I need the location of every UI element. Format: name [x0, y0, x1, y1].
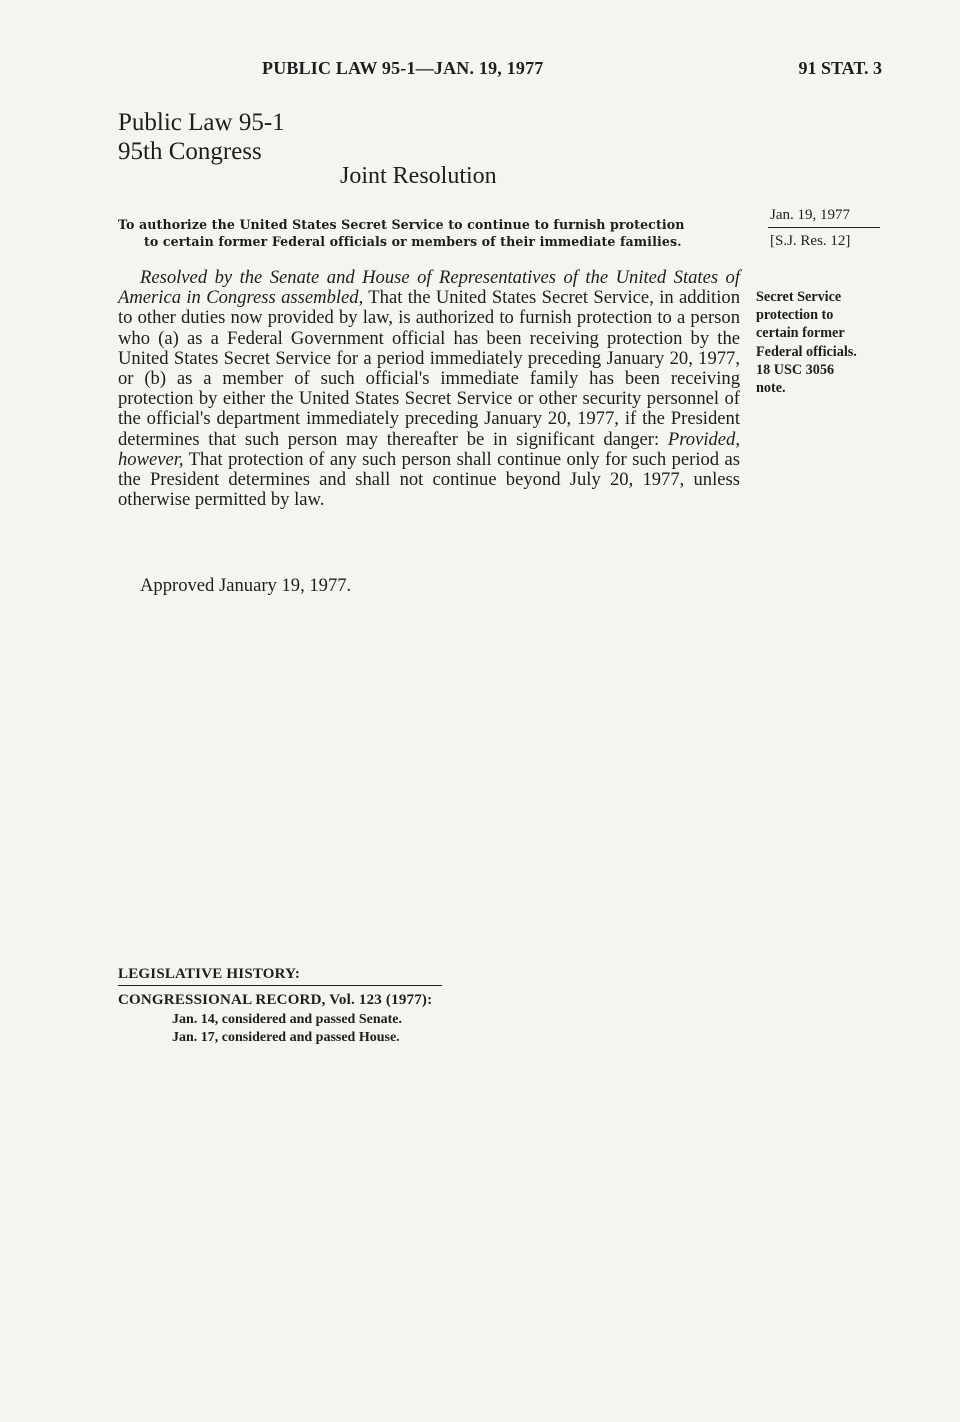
margin-note [756, 288, 896, 397]
document-type: Joint Resolution [340, 163, 497, 189]
congress-number: 95th Congress [118, 138, 262, 165]
congressional-record: CONGRESSIONAL RECORD, Vol. 123 (1977): [118, 992, 433, 1008]
margin-note-line: protection to [756, 307, 834, 324]
margin-note-line: certain former [756, 325, 845, 342]
stat-citation: 91 STAT. 3 [798, 58, 882, 78]
body-text-part-2: That protection of any such person shall continue only for such period as the President determines and shall not continue beyond July 20, 1977, unless otherwise permitted by law. [118, 448, 740, 511]
law-title-block [118, 108, 285, 166]
margin-note-line: Secret Service [756, 289, 842, 305]
legislative-actions [118, 1011, 442, 1047]
approval-line: Approved January 19, 1977. [140, 575, 352, 596]
margin-note-line: note. [756, 380, 786, 397]
margin-date-block [768, 207, 880, 250]
legislative-history-heading: LEGISLATIVE HISTORY: [118, 966, 442, 986]
purpose-statement [118, 216, 743, 250]
law-number: Public Law 95-1 [118, 109, 285, 136]
legislative-history [118, 966, 442, 1047]
running-header [0, 58, 960, 82]
resolution-number: [S.J. Res. 12] [770, 233, 851, 249]
enactment-date: Jan. 19, 1977 [768, 207, 880, 228]
body-text-part-1: , That the United States Secret Service, in addition to other duties now provided by law, is authorized to furnish protection to a person who (a) as a Federal Government official has been receiving protection by the United States Secret Service for a period immediately preceding January 20, 1977, or (b) as a member of such official's immediate family has been receiving protection by either the United States Secret Service or other security personnel of the official's department immediately preceding January 20, 1977, if the President determines that such person may thereafter be in significant danger: [118, 287, 740, 450]
margin-note-line: 18 USC 3056 [756, 361, 835, 378]
legislative-action: Jan. 14, considered and passed Senate. [172, 1012, 403, 1027]
purpose-line-1: To authorize the United States Secret Service to continue to furnish protection [118, 217, 685, 232]
running-title: PUBLIC LAW 95-1—JAN. 19, 1977 [262, 58, 544, 78]
legislative-action: Jan. 17, considered and passed House. [172, 1030, 400, 1045]
margin-note-line: Federal officials. [756, 343, 857, 360]
proviso: Provided, however, [118, 428, 740, 470]
purpose-line-2: to certain former Federal officials or members of their immediate families. [144, 234, 682, 249]
enacting-clause: Resolved by the Senate and House of Representatives of the United States of America in Congress assembled [118, 267, 740, 309]
resolution-body [118, 268, 740, 510]
